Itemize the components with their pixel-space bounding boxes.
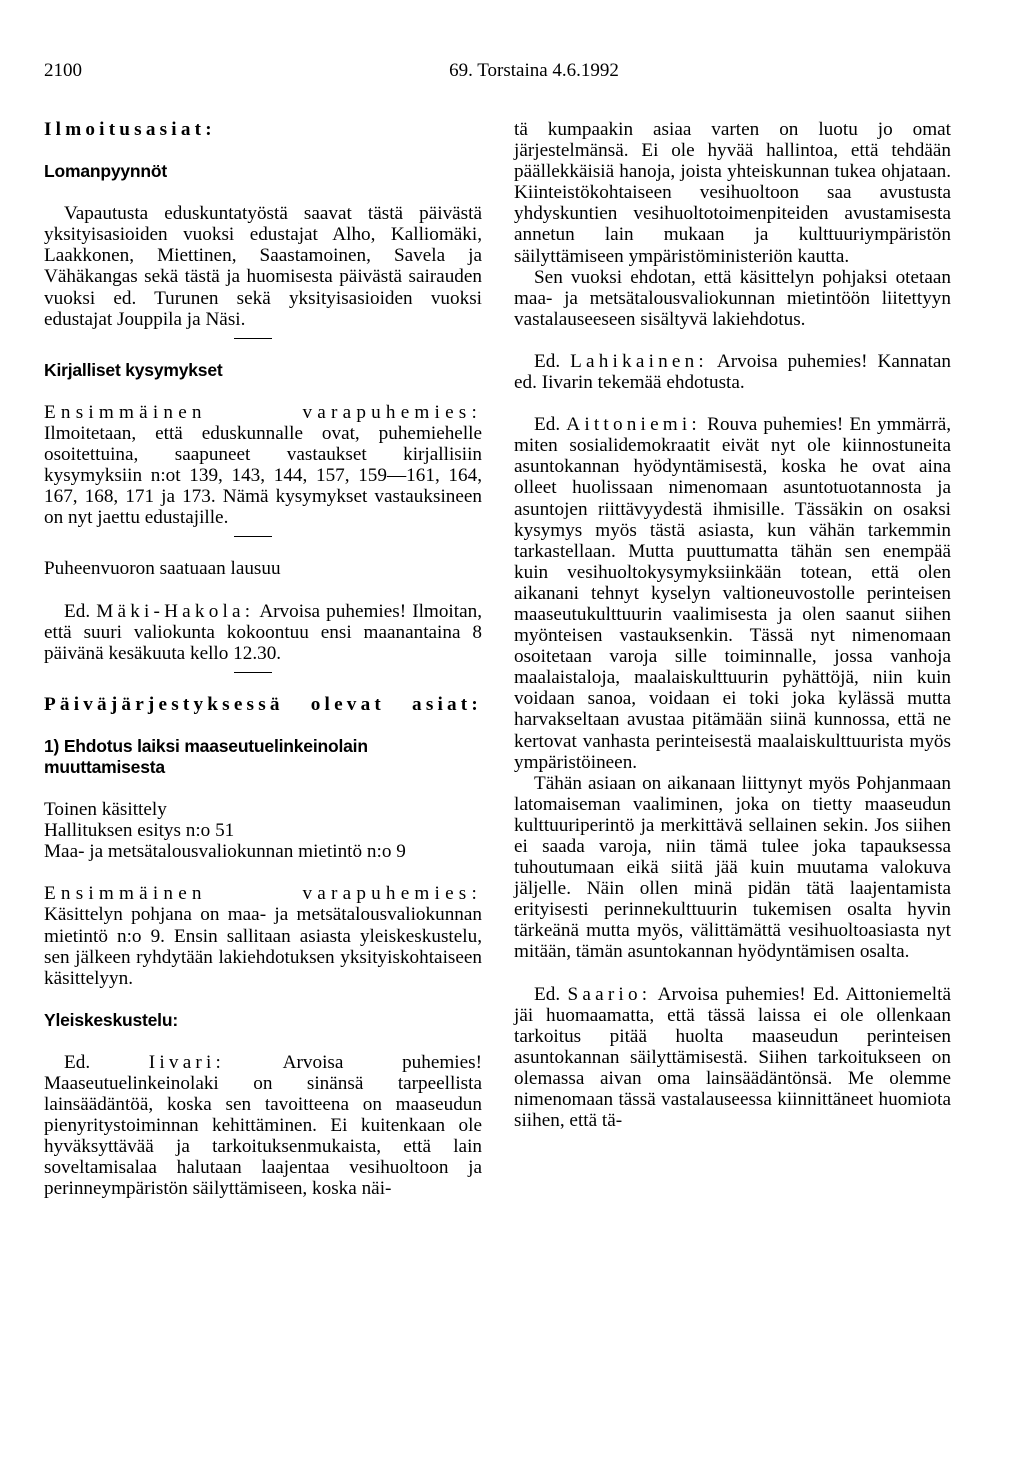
leave-text: Vapautusta eduskuntatyöstä saavat tästä päivästä yksityisasioiden vuoksi edustajat Alho, Kalliomäki, Laakkonen, Miettinen, Saastamoinen, Savela ja Vähäkangas sekä tästä ja huomisesta päivästä sairauden vuoksi ed. Turunen sekä yksityisasioiden vuoksi edustajat Jouppila ja Näsi. (44, 203, 482, 330)
leave-heading: Lomanpyynnöt (44, 161, 168, 182)
deputy-speaker-label: Ensimmäinen varapuhemies: (44, 883, 482, 905)
speaker-prefix: Ed. (64, 600, 91, 622)
speaker-name: Aittoniemi: (566, 414, 701, 436)
reading-line: Toinen käsittely (44, 799, 167, 821)
ivari-speech (44, 1052, 482, 1200)
speaker-prefix: Ed. (64, 1051, 91, 1073)
deputy-speaker-label: Ensimmäinen varapuhemies: (44, 401, 482, 423)
right-column (514, 119, 951, 1131)
speech-text: Arvoisa puhemies! Kannatan ed. Iivarin tekemää ehdotusta. (514, 350, 951, 394)
aittoniemi-speech-continued: Tähän asiaan on aikanaan liittynyt myös Pohjanmaan latomaiseman vaaliminen, joka on tietty maaseudun kulttuuriperintö ja merkittävä sellainen sekin. Jos siihen ei saada varoja, niin tämä tulee joka tapauksessa tuhoutumaan eikä siitä jää kuin muutama valokuva jäljelle. Näin ollen minä pidän tätä laajentamista erityisesti perinnekulttuurin tukemisen osalta hyvin tärkeänä mutta myös, välittämättä vesihuoltoasiasta nyt mitään, tämän asuntokannan hyödyntämisen osalta. (514, 772, 951, 963)
bill-line: Hallituksen esitys n:o 51 (44, 820, 235, 842)
session-date: 69. Torstaina 4.6.1992 (449, 60, 619, 81)
speaker-prefix: Ed. (534, 414, 561, 436)
speaker-name: Saario: (567, 983, 652, 1005)
committee-report-line: Maa- ja metsätalousvaliokunnan mietintö n:o 9 (44, 841, 406, 863)
speaker-name: Lahikainen: (570, 350, 708, 372)
speaker-prefix: Ed. (534, 350, 561, 372)
item-heading: 1) Ehdotus laiksi maaseutuelinkeinolain muuttamisesta (44, 735, 368, 777)
floor-heading: Puheenvuoron saatuaan lausuu (44, 558, 281, 580)
written-questions-text: Ilmoitetaan, että eduskunnalle ovat, puhemiehelle osoitettuina, saapuneet vastaukset kirjallisiin kysymyksiin n:ot 139, 143, 144, 157, 159—161, 164, 167, 168, 171 ja 173. Nämä kysymykset vastauksineen on nyt jaettu edustajille. (44, 422, 482, 529)
agenda-heading: Päiväjärjestyksessä olevat asiat: (44, 693, 482, 715)
speech-text: Arvoisa puhemies! Ilmoitan, että suuri valiokunta kokoontuu ensi maanantaina 8 päivänä kesäkuuta kello 12.30. (44, 600, 482, 664)
lahikainen-speech (514, 351, 951, 393)
speaker-prefix: Ed. (534, 983, 561, 1005)
announcements-heading: Ilmoitusasiat: (44, 119, 216, 140)
maki-hakola-speech (44, 601, 482, 664)
general-debate-heading: Yleiskeskustelu: (44, 1009, 178, 1030)
speech-text: Arvoisa puhemies! Maaseutuelinkeinolaki on sinänsä tarpeellista lainsäädäntöä, koska sen tavoitteena on maaseudun pienyritystoiminnan kehittäminen. Ei kuitenkaan ole hyväksyttävää ja tarkoituksenmukaista, että lain soveltamisalaa halutaan laajentaa vesihuoltoon ja perinneympäristön säilyttämiseen, koska näi- (44, 1051, 482, 1200)
written-questions-heading: Kirjalliset kysymykset (44, 359, 223, 380)
saario-speech (514, 984, 951, 1132)
speech-text: Arvoisa puhemies! Ed. Aittoniemeltä jäi huomaamatta, että tässä laissa ei ole ollenkaan tarkoitus pitää huolta maaseudun perinteisen asuntokannan säilyttämisestä. Siihen tarkoitukseen on olemassa aivan oma lainsäädäntönsä. Me olemme nimenomaan tässä vastalauseessa kiinnittäneet huomiota siihen, että tä- (514, 983, 951, 1132)
running-head (44, 60, 984, 90)
page-number: 2100 (44, 60, 82, 81)
deputy-speaker-text: Käsittelyn pohjana on maa- ja metsätalousvaliokunnan mietintö n:o 9. Ensin sallitaan asiasta yleiskeskustelu, sen jälkeen ryhdytään lakiehdotuksen yksityiskohtaiseen käsittelyyn. (44, 904, 482, 989)
ivari-proposal: Sen vuoksi ehdotan, että käsittelyn pohjaksi otetaan maa- ja metsätalousvaliokunnan mietintöön liitettyyn vastalauseeseen sisältyvä lakiehdotus. (514, 266, 951, 330)
speaker-name: Iivari: (148, 1051, 226, 1073)
ivari-speech-continued: tä kumpaakin asiaa varten on luotu jo omat järjestelmänsä. Ei ole hyvää hallintoa, että tehdään päällekkäisiä hanoja, joista yhteiskunnan tukea ohjataan. Kiinteistökohtaiseen vesihuoltoon saa avustusta yhdyskuntien vesihuoltotoimenpiteiden avustamisesta annetun lain mukaan ja kulttuuriympäristön säilyttämiseen ympäristöministeriön kautta. (514, 119, 951, 267)
speaker-name: Mäki-Hakola: (96, 600, 255, 622)
aittoniemi-speech (514, 414, 951, 773)
speech-text: Rouva puhemies! En ymmärrä, miten sosialidemokraatit eivät nyt ole kiinnostuneita asuntokannan hyödyntämisestä, koska he ovat aina olleet huolissaan nimenomaan asuntotuotannosta ja asuntojen riittävyydestä ihmisille. Tässäkin on osaksi kysymys myös tästä asiasta, kun vähän tarkemmin tarkastellaan. Mutta puuttumatta tähän sen enempää kuin vesihuoltokysymyksiinkään totean, että olen aikanani tehnyt kyselyn valtioneuvostolle perinteisen maaseutukulttuurin vaalimisesta ja olen saanut siihen myönteisen vastauksenkin. Tässä nyt nimenomaan osoitetaan varoja sille toiminnalle, jossa vanhoja maalaistaloja, maalaiskulttuurin pyhättöjä, niin kuin voidaan sanoa, voidaan ei toki joka kylässä mutta harvakseltaan avustaa pitämään siinä kunnossa, että ne kertovat vanhasta perinteisestä maalaiskulttuurista myös ympäristöineen. (514, 414, 952, 773)
left-column (44, 119, 482, 1200)
